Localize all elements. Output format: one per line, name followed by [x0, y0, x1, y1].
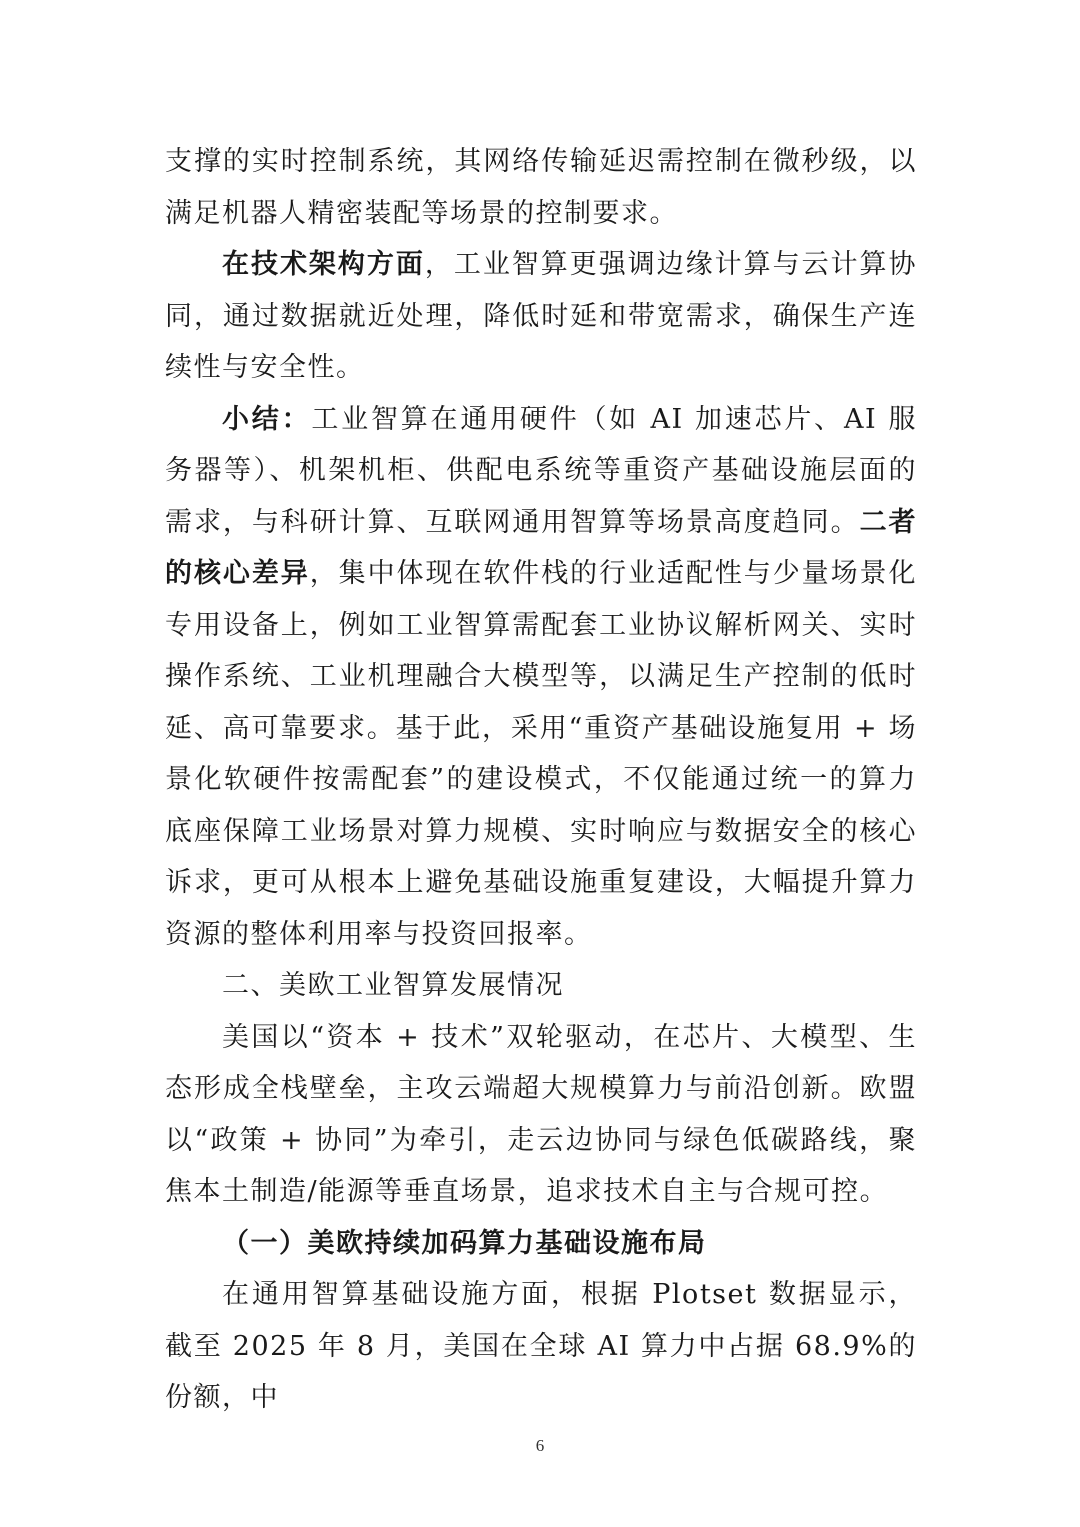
paragraph-lead-bold: 在技术架构方面: [222, 249, 425, 280]
paragraph-summary: [165, 394, 917, 961]
paragraph-emphasis-bold: 二者的核心差异: [165, 506, 918, 589]
paragraph-text: 工业智算在通用硬件（如 AI 加速芯片、AI 服务器等）、机架机柜、供配电系统等重资产基础设施层面的需求，与科研计算、互联网通用智算等场景高度趋同。: [165, 403, 918, 538]
page-number: 6: [535, 1436, 545, 1455]
paragraph-text: 美国以“资本 + 技术”双轮驱动，在芯片、大模型、生态形成全栈壁垒，主攻云端超大规模算力与前沿创新。欧盟以“政策 + 协同”为牵引，走云边协同与绿色低碳路线，聚焦本土制造/能源等垂直场景，追求技术自主与合规可控。: [165, 1021, 917, 1207]
paragraph-text: ，工业智算更强调边缘计算与云计算协同，通过数据就近处理，降低时延和带宽需求，确保生产连续性与安全性。: [165, 249, 918, 383]
paragraph-tech-architecture: [165, 239, 917, 394]
paragraph-text: 在通用智算基础设施方面，根据 Plotset 数据显示，截至 2025 年 8 月，美国在全球 AI 算力中占据 68.9%的份额，中: [165, 1279, 917, 1413]
subsection-heading: （一）美欧持续加码算力基础设施布局: [222, 1227, 707, 1259]
paragraph-text: ，集中体现在软件栈的行业适配性与少量场景化专用设备上，例如工业智算需配套工业协议解析网关、实时操作系统、工业机理融合大模型等，以满足生产控制的低时延、高可靠要求。基于此，采用“重资产基础设施复用 + 场景化软硬件按需配套”的建设模式，不仅能通过统一的算力底座保障工业场景对算力规模、实时响应与数据安全的核心诉求，更可从根本上避免基础设施重复建设，大幅提升算力资源的整体利用率与投资回报率。: [165, 558, 918, 950]
paragraph-infrastructure: [165, 1269, 917, 1424]
paragraph-lead-bold: 小结：: [222, 403, 312, 435]
paragraph-us-eu-overview: [165, 1012, 917, 1218]
paragraph-text: 支撑的实时控制系统，其网络传输延迟需控制在微秒级，以满足机器人精密装配等场景的控制要求。: [165, 146, 917, 229]
paragraph-realtime-control: [165, 136, 917, 239]
section-heading: 二、美欧工业智算发展情况: [222, 970, 564, 1001]
page-body: [165, 136, 917, 1424]
